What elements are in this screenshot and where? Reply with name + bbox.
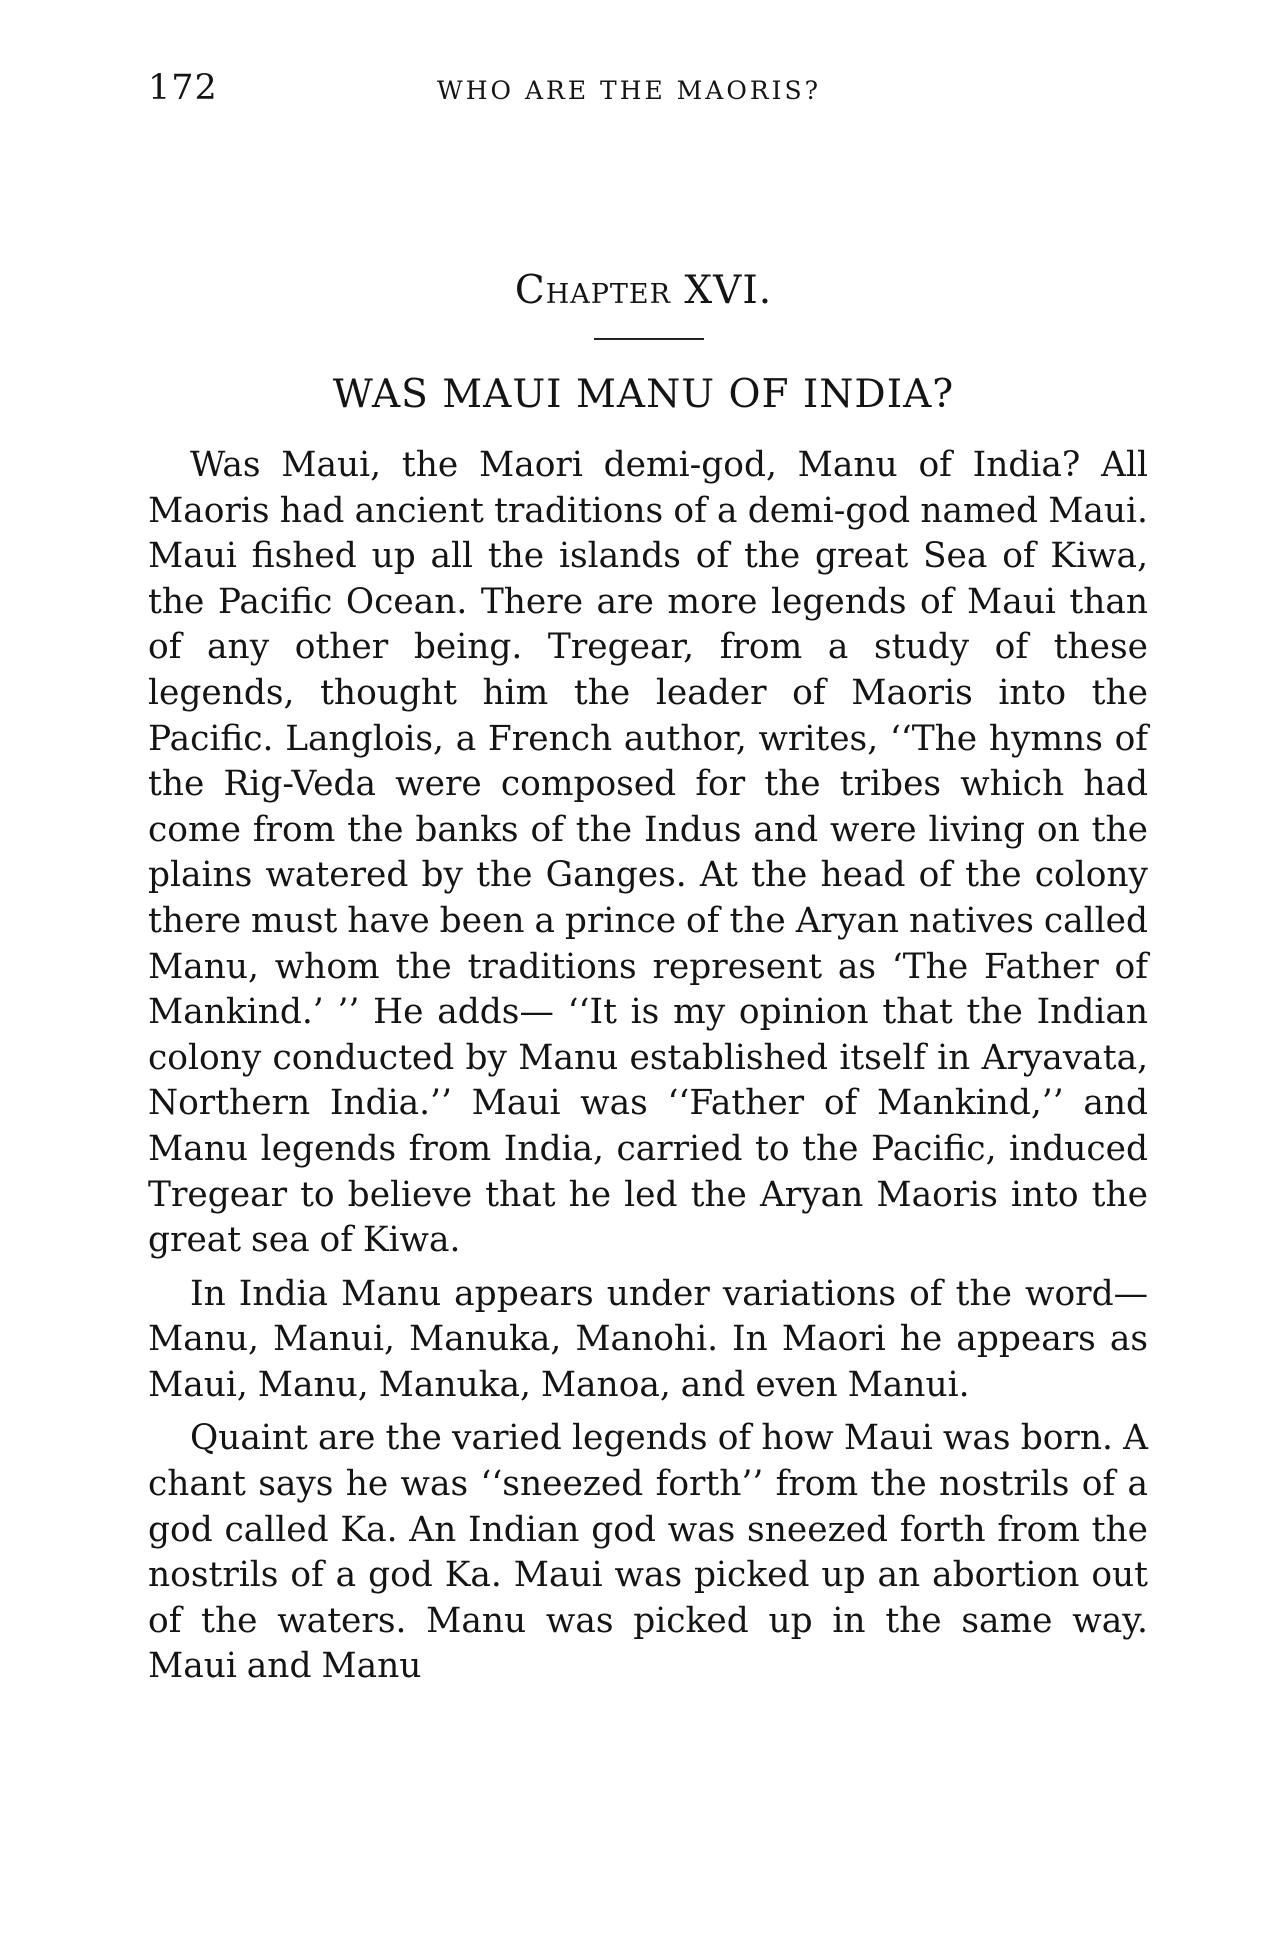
paragraph: Was Maui, the Maori demi-god, Manu of India? All Maoris had ancient traditions of a demi-god named Maui. Maui fished up all the islands of the great Sea of Kiwa, the Pacific Ocean. There are more legends of Maui than of any other being. Tregear, from a study of these legends, thought him the leader of Maoris into the Pacific. Langlois, a French author, writes, ‘‘The hymns of the Rig-Veda were composed for the tribes which had come from the banks of the Indus and were living on the plains watered by the Ganges. At the head of the colony there must have been a prince of the Aryan natives called Manu, whom the traditions represent as ‘The Father of Mankind.’ ’’ He adds— ‘‘It is my opinion that the Indian colony conducted by Manu established itself in Aryavata, Northern India.’’ Maui was ‘‘Father of Mankind,’’ and Manu legends from India, carried to the Pacific, induced Tregear to believe that he led the Aryan Maoris into the great sea of Kiwa. [148,445,1148,1261]
chapter-roman-numeral: XVI. [684,268,773,313]
body-text [148,443,1148,1690]
running-head [0,62,1287,122]
chapter-title: WAS MAUI MANU OF INDIA? [332,372,955,417]
chapter-label: Chapter [514,268,671,313]
paragraph: In India Manu appears under variations of the word—Manu, Manui, Manuka, Manohi. In Maori he appears as Maui, Manu, Manuka, Manoa, and even Manui. [148,1273,1148,1405]
chapter-number [0,268,1287,313]
paragraph: Quaint are the varied legends of how Maui was born. A chant says he was ‘‘sneezed forth’’ from the nostrils of a god called Ka. An Indian god was sneezed forth from the nostrils of a god Ka. Maui was picked up an abortion out of the waters. Manu was picked up in the same way. Maui and Manu [148,1418,1148,1687]
chapter-divider [594,338,704,340]
page-number: 172 [148,68,218,108]
running-title: WHO ARE THE MAORIS? [437,76,822,105]
